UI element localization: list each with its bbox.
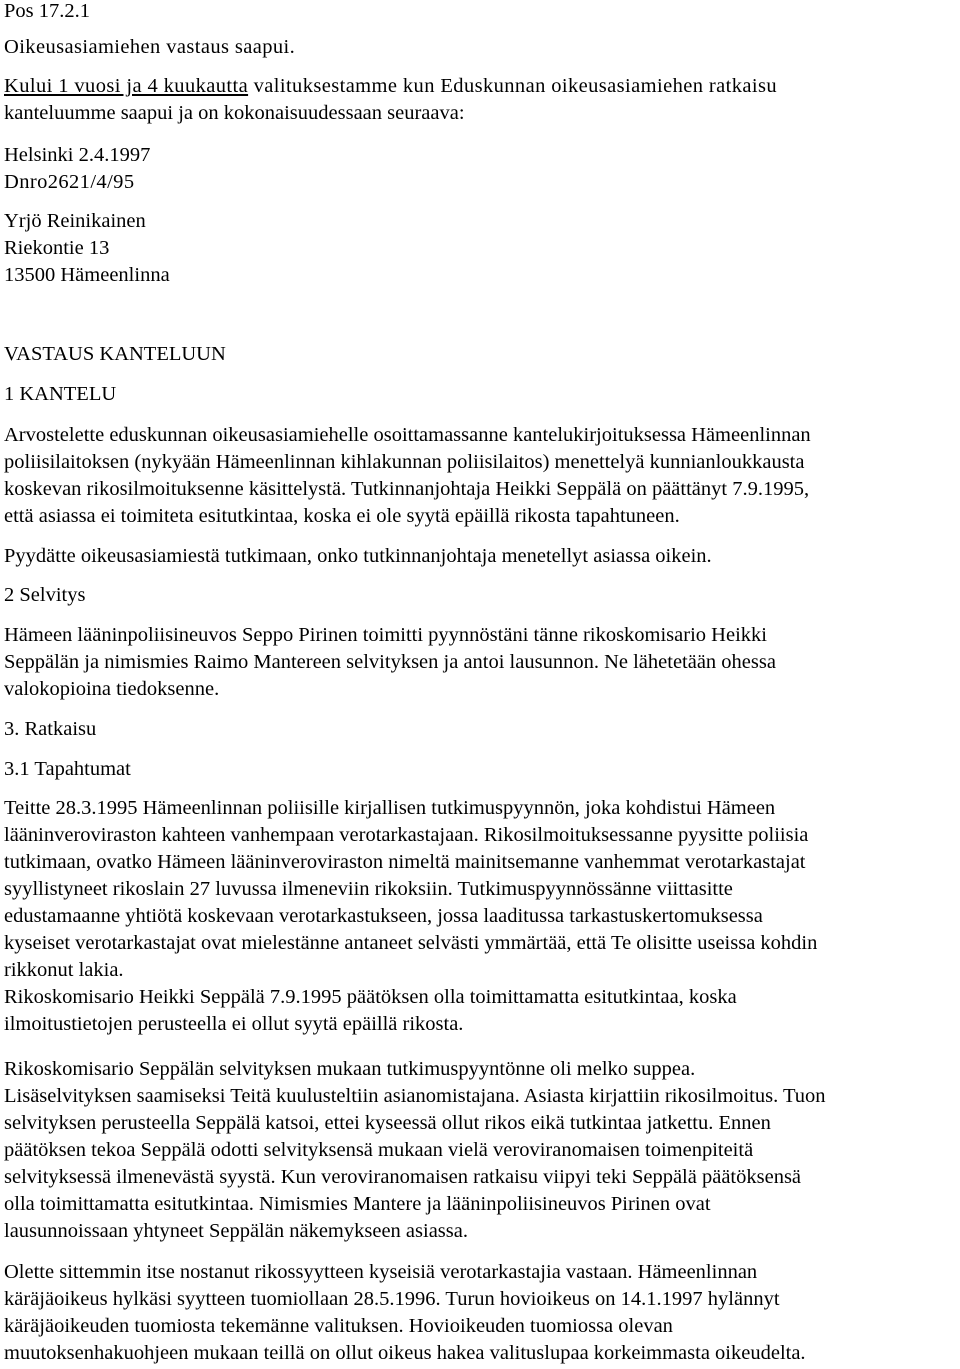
paragraph-line: Seppälän ja nimismies Raimo Mantereen selvityksen ja antoi lausunnon. Ne lähetetään ohessa [4, 651, 776, 673]
paragraph-line: Lisäselvityksen saamiseksi Teitä kuulusteltiin asianomistajana. Asiasta kirjattiin rikosilmoitus. Tuon [4, 1085, 826, 1107]
paragraph-line: koskevan rikosilmoituksenne käsittelystä. Tutkinnanjohtaja Heikki Seppälä on päättänyt 7.9.1995, [4, 478, 810, 500]
paragraph-line: että asiassa ei toimiteta esitutkintaa, koska ei ole syytä epäillä rikosta tapahtuneen. [4, 505, 680, 527]
paragraph-line: rikkonut lakia. [4, 959, 124, 981]
paragraph-line: valokopioina tiedoksenne. [4, 678, 220, 700]
paragraph-line: ilmoitustietojen perusteella ei ollut syytä epäillä rikosta. [4, 1013, 464, 1035]
paragraph-line: lääninveroviraston kahteen vanhempaan verotarkastajaan. Rikosilmoituksessanne pyysitte poliisia [4, 824, 809, 846]
letter-title: VASTAUS KANTELUUN [4, 343, 226, 365]
paragraph-line: Hämeen lääninpoliisineuvos Seppo Pirinen toimitti pyynnöstäni tänne rikoskomisario Heikki [4, 624, 767, 646]
paragraph-line: päätöksen tekoa Seppälä odotti selvityksensä mukaan vielä veroviranomaisen toimenpiteitä [4, 1139, 754, 1161]
recipient-address [4, 208, 956, 289]
intro-link[interactable]: Kului 1 vuosi ja 4 kuukautta [4, 75, 249, 97]
subject-line: Oikeusasiamiehen vastaus saapui. [4, 36, 296, 58]
section-3-1-paragraph-1 [4, 795, 956, 1038]
section-2-heading: 2 Selvitys [4, 584, 86, 606]
recipient-street: Riekontie 13 [4, 237, 110, 259]
section-1-paragraph-2 [4, 543, 956, 570]
paragraph-line: edustamaanne yhtiötä koskevaan verotarkastukseen, jossa laaditussa tarkastuskertomuksessa [4, 905, 763, 927]
paragraph-line: Arvostelette eduskunnan oikeusasiamiehelle osoittamassanne kantelukirjoituksessa Hämeenlinnan [4, 424, 811, 446]
section-3-1-heading-block [4, 756, 956, 783]
paragraph-line: Rikoskomisario Heikki Seppälä 7.9.1995 päätöksen olla toimittamatta esitutkintaa, koska [4, 986, 737, 1008]
paragraph-line: kyseiset verotarkastajat ovat mielestänne antaneet selvästi ymmärtää, että Te olisitte useissa kohdin [4, 932, 818, 954]
paragraph-line: Teitte 28.3.1995 Hämeenlinnan poliisille kirjallisen tutkimuspyynnön, joka kohdistui Hämeen [4, 797, 776, 819]
paragraph-line: olla toimittamatta esitutkintaa. Nimismies Mantere ja lääninpoliisineuvos Pirinen ovat [4, 1193, 711, 1215]
paragraph-line: käräjäoikeuden tuomiosta tekemänne valituksen. Hovioikeuden tuomiossa olevan [4, 1315, 673, 1337]
letter-title-block [4, 341, 956, 368]
intro-line-1 [4, 73, 956, 100]
section-3-heading: 3. Ratkaisu [4, 718, 97, 740]
place-date: Helsinki 2.4.1997 [4, 144, 151, 166]
section-3-heading-block [4, 716, 956, 743]
intro-rest: valituksestamme kun Eduskunnan oikeusasiamiehen ratkaisu [248, 75, 778, 97]
section-3-1-paragraph-3 [4, 1259, 956, 1367]
dnro: Dnro2621/4/95 [4, 171, 135, 193]
paragraph-line: lausunnoissaan yhtyneet Seppälän näkemykseen asiassa. [4, 1220, 468, 1242]
section-3-1-heading: 3.1 Tapahtumat [4, 758, 131, 780]
pos-label: Pos 17.2.1 [4, 0, 91, 22]
recipient-city: 13500 Hämeenlinna [4, 264, 170, 286]
intro-block [4, 73, 956, 127]
section-1-heading-block [4, 381, 956, 408]
section-2-heading-block [4, 582, 956, 609]
paragraph-line: syyllistyneet rikoslain 27 luvussa ilmeneviin rikoksiin. Tutkimuspyynnössänne viittasitte [4, 878, 733, 900]
paragraph-line: Rikoskomisario Seppälän selvityksen mukaan tutkimuspyyntönne oli melko suppea. [4, 1058, 696, 1080]
section-2-paragraph-1 [4, 622, 956, 703]
section-3-1-paragraph-2 [4, 1056, 956, 1245]
paragraph-line: muutoksenhakuohjeen mukaan teillä on ollut oikeus hakea valituslupaa korkeimmasta oikeudelta. [4, 1342, 806, 1364]
recipient-name: Yrjö Reinikainen [4, 210, 146, 232]
paragraph-line: selvityksessä ilmenevästä syystä. Kun veroviranomaisen ratkaisu viipyi teki Seppälä päätöksensä [4, 1166, 802, 1188]
paragraph-line: tutkimaan, ovatko Hämeen lääninveroviraston nimeltä mainitsemanne vanhemmat verotarkastajat [4, 851, 806, 873]
paragraph-line: Pyydätte oikeusasiamiestä tutkimaan, onko tutkinnanjohtaja menetellyt asiassa oikein. [4, 545, 712, 567]
section-1-heading: 1 KANTELU [4, 383, 117, 405]
intro-line-2: kanteluumme saapui ja on kokonaisuudessaan seuraava: [4, 102, 465, 124]
paragraph-line: käräjäoikeus hylkäsi syytteen tuomiollaan 28.5.1996. Turun hovioikeus on 14.1.1997 hylännyt [4, 1288, 780, 1310]
paragraph-line: poliisilaitoksen (nykyään Hämeenlinnan kihlakunnan poliisilaitos) menettelyä kunnianloukkausta [4, 451, 805, 473]
letter-head [4, 142, 956, 196]
header [4, 0, 956, 25]
paragraph-line: Olette sittemmin itse nostanut rikossyytteen kyseisiä verotarkastajia vastaan. Hämeenlinnan [4, 1261, 758, 1283]
section-1-paragraph-1 [4, 422, 956, 530]
paragraph-line: selvityksen perusteella Seppälä katsoi, ettei kyseessä ollut rikos eikä tutkintaa jatkettu. Ennen [4, 1112, 771, 1134]
subject-block [4, 34, 956, 61]
